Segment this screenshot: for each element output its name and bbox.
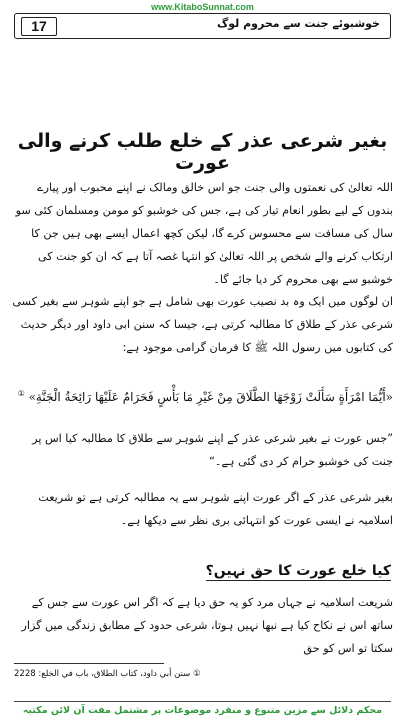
page-number: 17 (21, 17, 57, 36)
running-title: خوشبوئے جنت سے محروم لوگ (216, 17, 380, 30)
footer-divider (14, 701, 391, 702)
paragraph-1: اللہ تعالیٰ کی نعمتوں والی جنت جو اس خالق ومالک نے اپنے محبوب اور پیارے بندوں کے لیے بطور انعام تیار کی ہے، جس کی خوشبو کو مومن ومسلمان کئی سو سال کی مسافت سے محسوس کرے گا، لیکن کچھ اعمال ایسے بھی ہیں جن کا ارتکاب کرنے والے شخص پر اللہ تعالیٰ کو انتہا غصہ آتا ہے کہ ان کو جنت کی خوشبو سے بھی محروم کر دیا جائے گا۔ (15, 181, 393, 286)
chapter-title: بغیر شرعی عذر کے خلع طلب کرنے والی عورت (17, 130, 388, 174)
footnote-divider (14, 663, 164, 664)
site-footer: محکم دلائل سے مزین متنوع و منفرد موضوعات پر مشتمل مفت آن لائن مکتبہ (22, 705, 383, 716)
section-heading: کیا خلع عورت کا حق نہیں؟ (205, 563, 391, 579)
hadith-arabic (12, 382, 393, 409)
paragraph-3: بغیر شرعی عذر کے اگر عورت اپنے شوہر سے یہ مطالبہ کرتی ہے تو شریعت اسلامیہ نے ایسی عورت کو انتہائی بری نظر سے دیکھا ہے۔ (38, 491, 393, 527)
footnote: ① سنن أبي داود، کتاب الطلاق، باب في الخلع: 2228 (14, 669, 201, 679)
hadith-arabic-text: «أَيُّمَا امْرَأَةٍ سَأَلَتْ زَوْجَهَا الطَّلَاقَ مِنْ غَيْرِ مَا بَأْسٍ فَحَرَامٌ عَلَيْهَا رَائِحَةُ الْجَنَّةِ» (28, 390, 393, 404)
footnote-marker: ① (17, 389, 25, 398)
hadith-translation: ”جس عورت نے بغیر شرعی عذر کے اپنے شوہر سے طلاق کا مطالبہ کیا اس پر جنت کی خوشبو حرام کر دی گئی ہے۔“ (32, 432, 393, 468)
paragraph-4: شریعت اسلامیہ نے جہاں مرد کو یہ حق دیا ہے کہ اگر اس عورت سے جس کے ساتھ اس نے نکاح کیا ہے نبھا نہیں ہوتا، شرعی حدود کے مطابق زندگی میں گزار سکتا تو اس کو حق (21, 596, 393, 655)
site-url: www.KitaboSunnat.com (151, 2, 254, 12)
paragraph-2: ان لوگوں میں ایک وہ بد نصیب عورت بھی شامل ہے جو اپنے شوہر سے بغیر کسی شرعی عذر کے طلاق کا مطالبہ کرتی ہے، جیسا کہ سنن ابی داود اور دیگر حدیث کی کتابوں میں رسول اللہ ﷺ کا فرمان گرامی موجود ہے: (12, 295, 393, 354)
page-header (14, 13, 391, 39)
